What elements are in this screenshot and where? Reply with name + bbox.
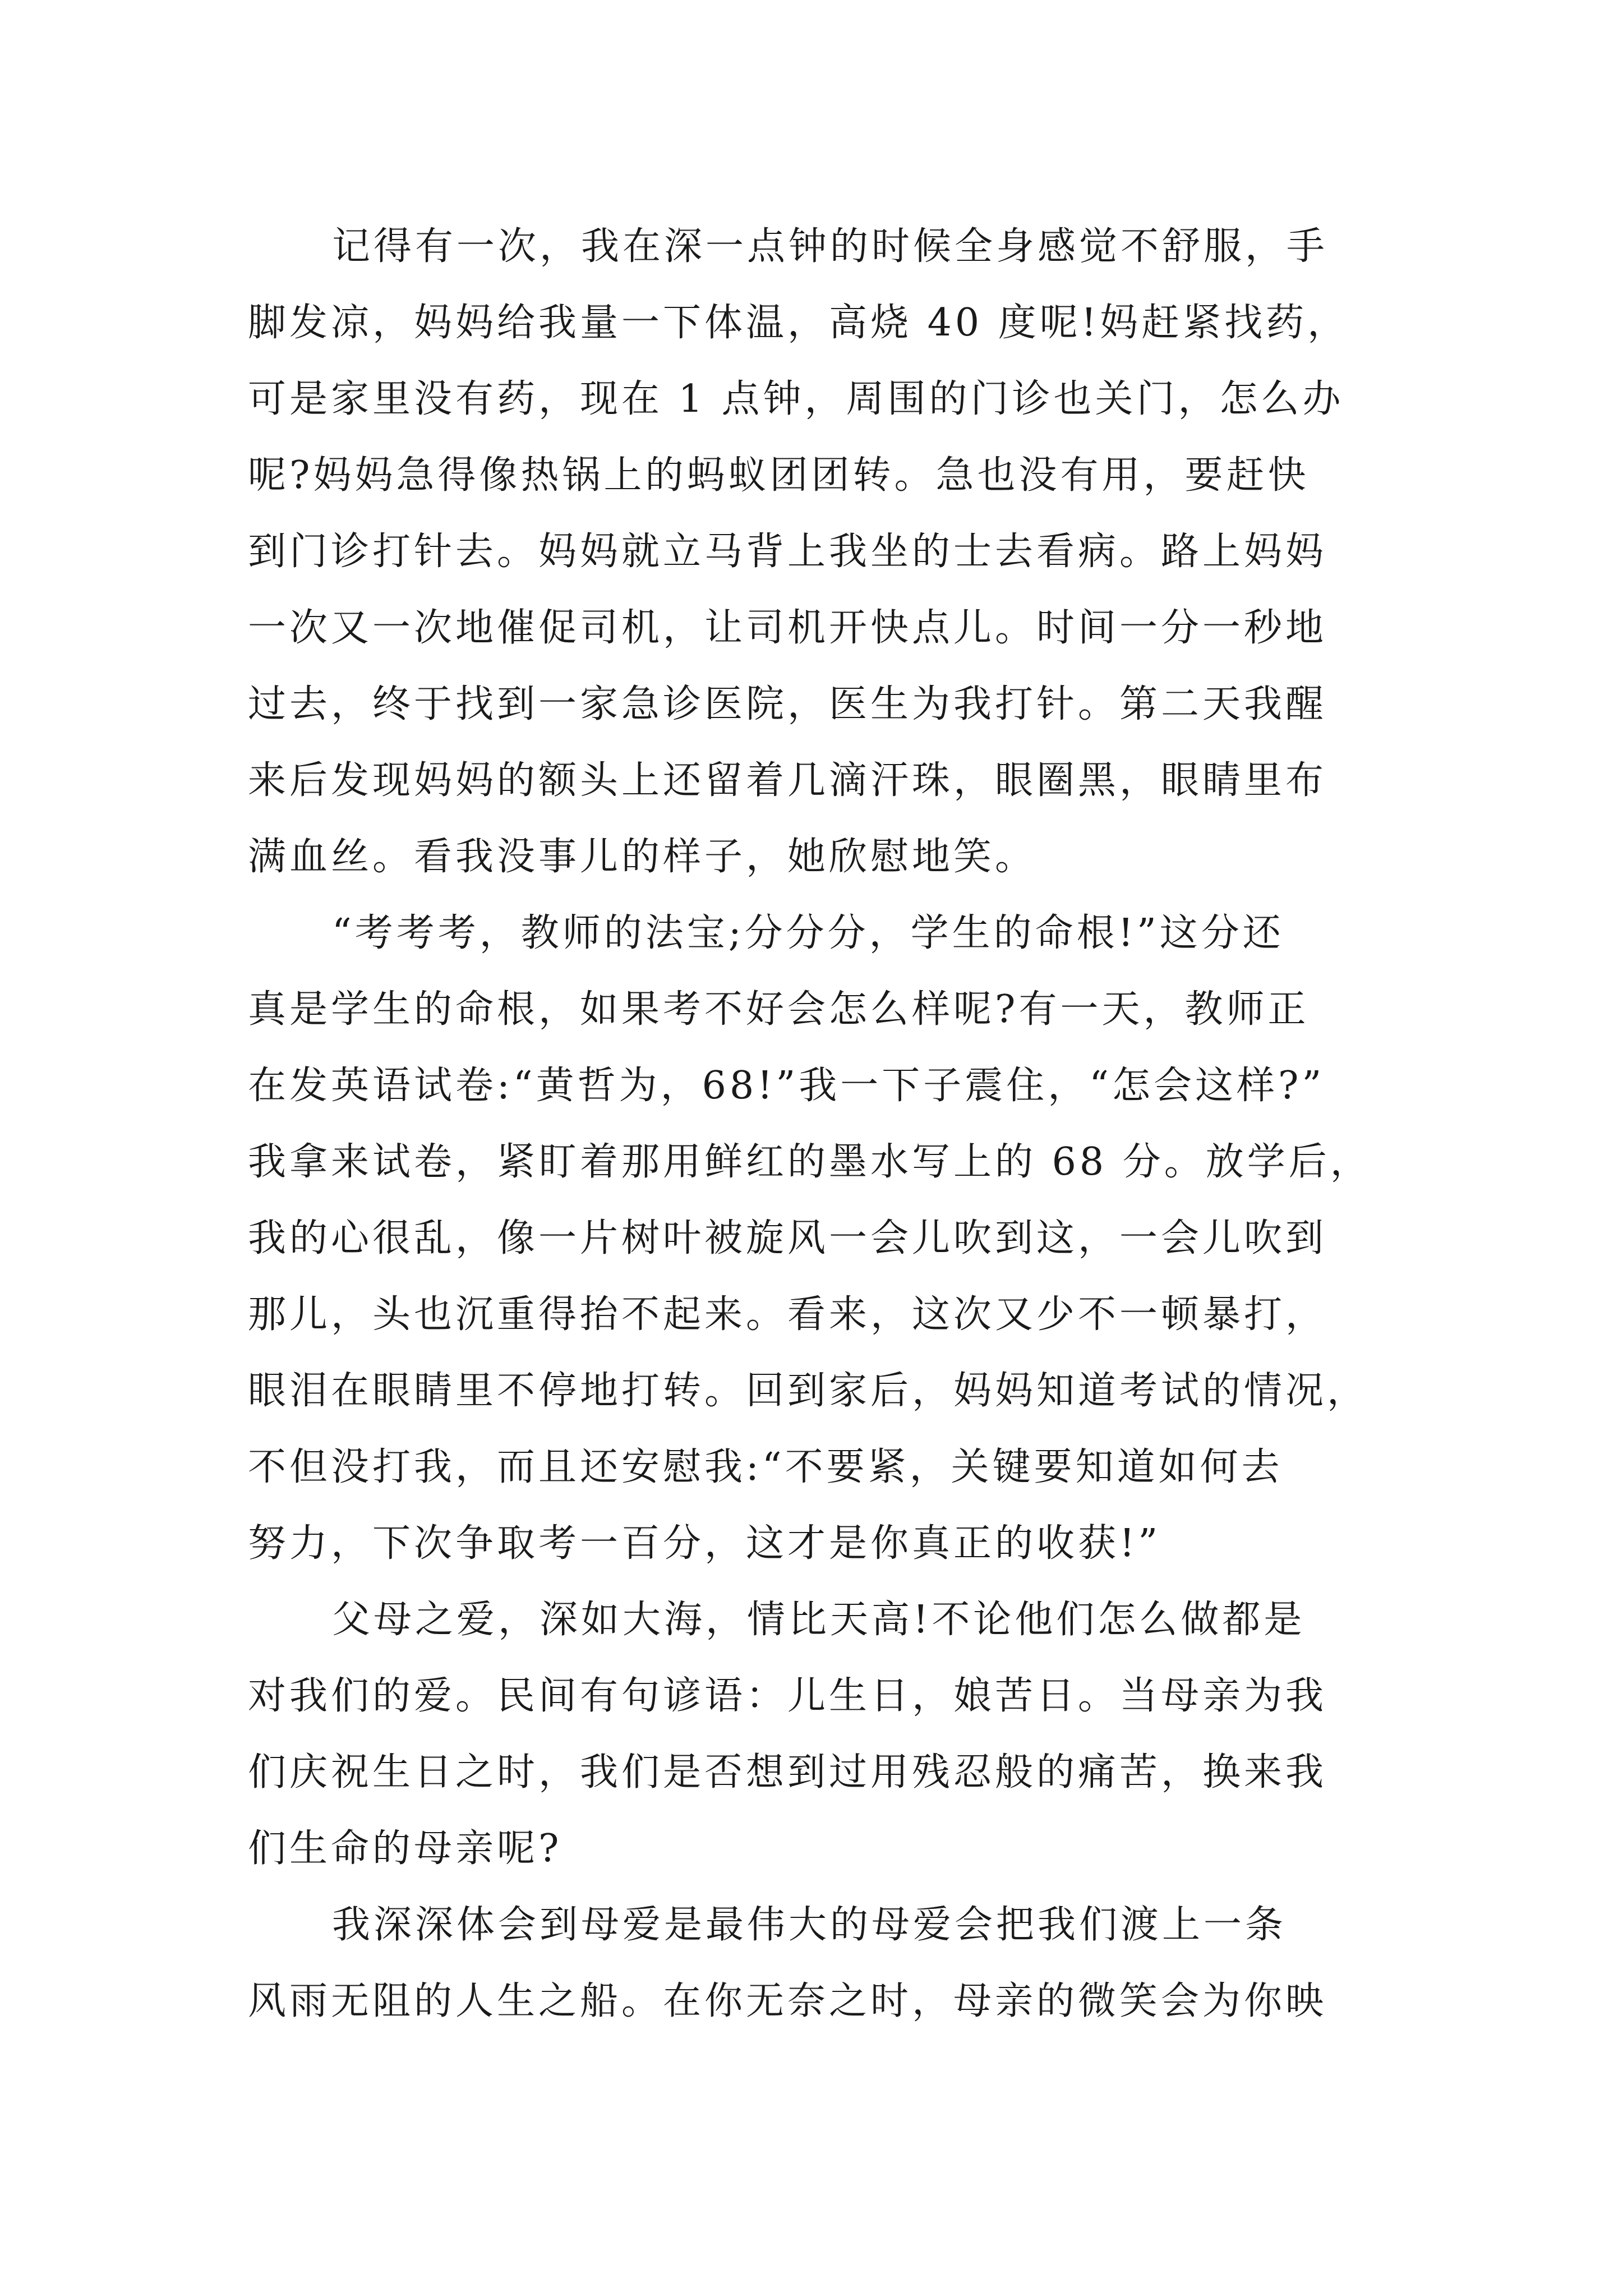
text-line: 过去，终于找到一家急诊医院，医生为我打针。第二天我醒 bbox=[248, 682, 1327, 726]
text-line: 真是学生的命根，如果考不好会怎么样呢?有一天，教师正 bbox=[248, 987, 1310, 1032]
text-line: 满血丝。看我没事儿的样子，她欣慰地笑。 bbox=[248, 835, 1037, 879]
text-line: 到门诊打针去。妈妈就立马背上我坐的士去看病。路上妈妈 bbox=[248, 530, 1327, 574]
text-line: 我的心很乱，像一片树叶被旋风一会儿吹到这，一会儿吹到 bbox=[248, 1216, 1327, 1260]
paragraph-4 bbox=[248, 1887, 1392, 2040]
text-line: 那儿，头也沉重得抬不起来。看来，这次又少不一顿暴打， bbox=[248, 1292, 1327, 1337]
text-line: 对我们的爱。民间有句谚语：儿生日，娘苦日。当母亲为我 bbox=[248, 1674, 1327, 1718]
text-line: 一次又一次地催促司机，让司机开快点儿。时间一分一秒地 bbox=[248, 606, 1327, 650]
text-line: 呢?妈妈急得像热锅上的蚂蚁团团转。急也没有用，要赶快 bbox=[248, 453, 1310, 498]
text-line: 我深深体会到母爱是最伟大的母爱会把我们渡上一条 bbox=[332, 1903, 1287, 1947]
text-line: 努力，下次争取考一百分，这才是你真正的收获!” bbox=[248, 1521, 1161, 1566]
text-line: 们庆祝生日之时，我们是否想到过用残忍般的痛苦，换来我 bbox=[248, 1750, 1327, 1795]
text-line: 父母之爱，深如大海，情比天高!不论他们怎么做都是 bbox=[332, 1598, 1306, 1642]
paragraph-3 bbox=[248, 1582, 1392, 1887]
text-line: 们生命的母亲呢? bbox=[248, 1826, 562, 1871]
text-line: 记得有一次，我在深一点钟的时候全身感觉不舒服，手 bbox=[332, 224, 1329, 269]
text-line: 风雨无阻的人生之船。在你无奈之时，母亲的微笑会为你映 bbox=[248, 1979, 1327, 2023]
text-line: 脚发凉，妈妈给我量一下体温，高烧 40 度呢!妈赶紧找药， bbox=[248, 301, 1349, 345]
text-line: 眼泪在眼睛里不停地打转。回到家后，妈妈知道考试的情况， bbox=[248, 1369, 1369, 1413]
paragraph-1 bbox=[248, 209, 1392, 895]
text-line: 来后发现妈妈的额头上还留着几滴汗珠，眼圈黑，眼睛里布 bbox=[248, 758, 1327, 803]
text-line: “考考考，教师的法宝;分分分，学生的命根!”这分还 bbox=[332, 911, 1284, 955]
document-body bbox=[248, 209, 1392, 2040]
text-line: 不但没打我，而且还安慰我:“不要紧，关键要知道如何去 bbox=[248, 1445, 1283, 1489]
text-line: 在发英语试卷:“黄哲为，68!”我一下子震住，“怎会这样?” bbox=[248, 1064, 1325, 1108]
text-line: 我拿来试卷，紧盯着那用鲜红的墨水写上的 68 分。放学后， bbox=[248, 1140, 1372, 1184]
text-line: 可是家里没有药，现在 1 点钟，周围的门诊也关门，怎么办 bbox=[248, 377, 1344, 421]
paragraph-2 bbox=[248, 895, 1392, 1582]
